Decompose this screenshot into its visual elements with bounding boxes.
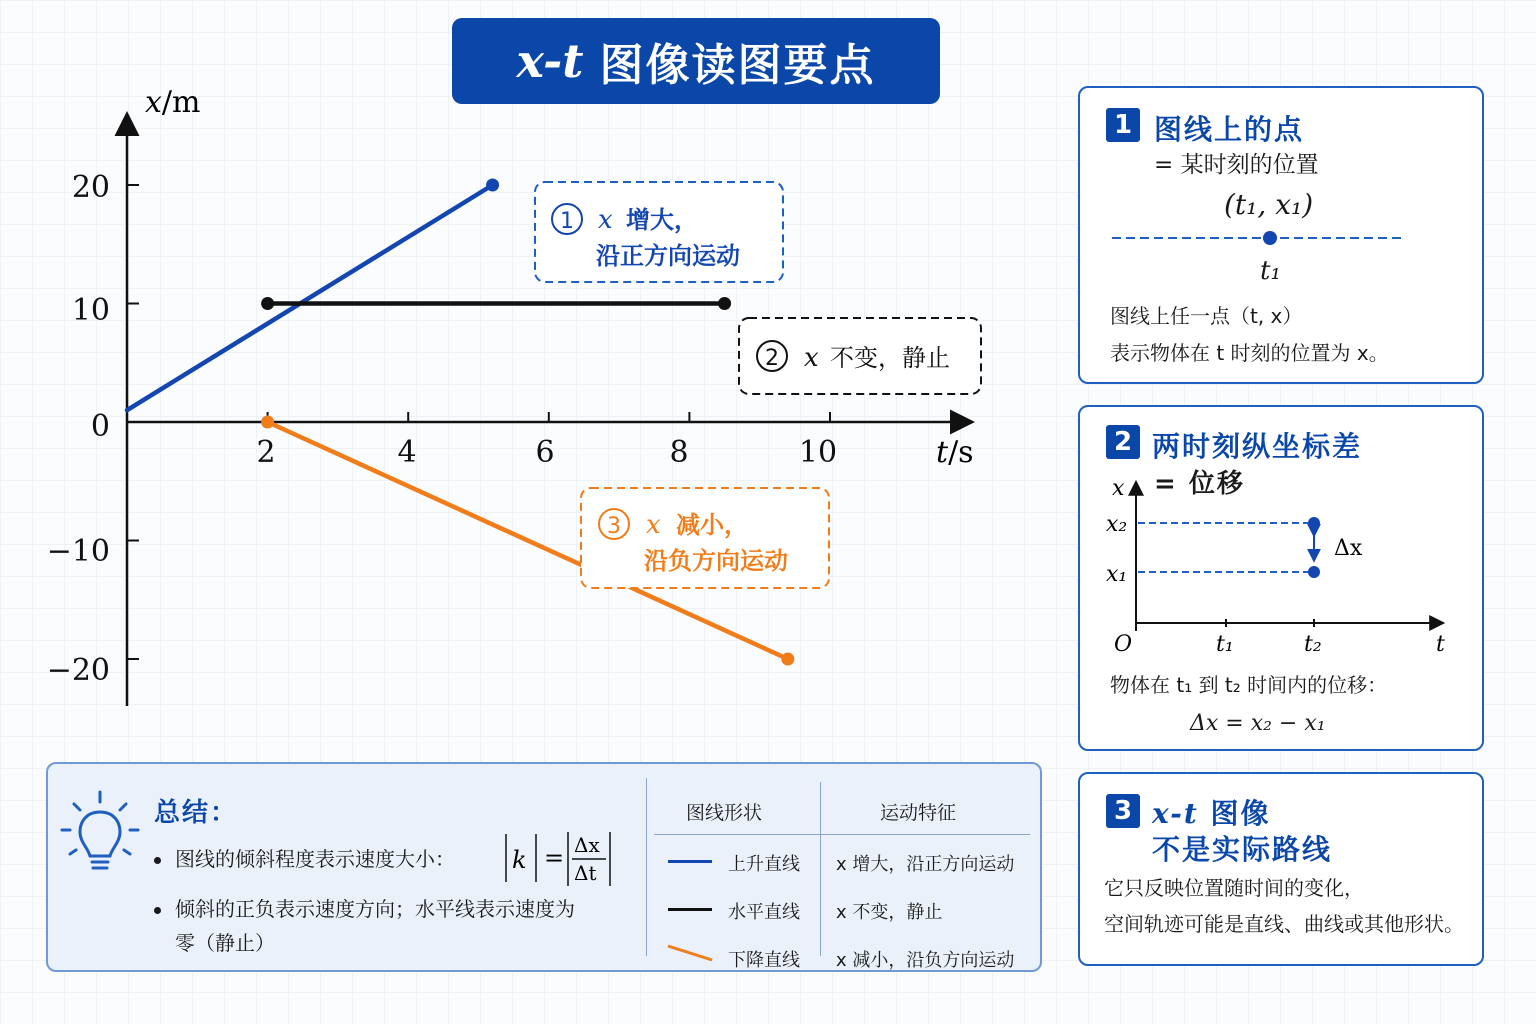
- mini-axis-x-label: x: [1112, 476, 1125, 501]
- card-number: 3: [1106, 794, 1140, 828]
- lightbulb-icon: [60, 790, 140, 880]
- x1-point: [1308, 566, 1320, 578]
- main-xt-chart: [0, 80, 1040, 760]
- callout-variable: x: [598, 205, 613, 235]
- table-header: 图线形状: [686, 802, 763, 824]
- card-body-line: 表示物体在 t 时刻的位置为 x。: [1110, 341, 1389, 365]
- card-not-real-path: [1078, 772, 1484, 966]
- slope-formula: [500, 828, 620, 890]
- callout-constant: [739, 318, 981, 394]
- table-cell-shape: 下降直线: [728, 950, 800, 971]
- card-title: 两时刻纵坐标差: [1152, 430, 1363, 463]
- callout-increase: [535, 182, 783, 282]
- formula-denominator: Δt: [574, 861, 597, 885]
- x1-label: x₁: [1106, 562, 1128, 587]
- card-number: 2: [1106, 425, 1140, 459]
- callout-number: 3: [607, 514, 621, 539]
- table-cell-feature: x 不变，静止: [836, 902, 943, 923]
- y-tick-label: 20: [71, 170, 110, 205]
- formula-numerator: Δx: [574, 833, 600, 857]
- card-points-on-line: [1078, 86, 1484, 384]
- svg-text:=: =: [544, 844, 565, 872]
- series-start-point: [261, 297, 274, 310]
- page-title: 图像读图要点: [599, 40, 876, 91]
- formula-k: k: [512, 846, 527, 874]
- bullet-text-continued: 零（静止）: [175, 931, 275, 955]
- y-tick-label: 0: [90, 409, 110, 444]
- summary-panel: [46, 762, 1042, 972]
- card-title: [1152, 792, 1271, 832]
- callout-number: 1: [560, 209, 574, 234]
- x-tick-label: 4: [397, 435, 417, 470]
- callout-text: 减小，: [676, 511, 748, 539]
- displacement-diagram: [1100, 471, 1470, 661]
- table-cell-shape: 上升直线: [728, 854, 800, 875]
- card-title-variable: x-t: [1152, 797, 1199, 830]
- callout-text: 增大，: [626, 206, 698, 234]
- callout-variable: x: [804, 343, 819, 373]
- t1-label: t₁: [1216, 632, 1234, 657]
- card-body-line: 图线上任一点（t, x）: [1110, 304, 1303, 328]
- series-start-point: [261, 416, 274, 429]
- card-body-line: 它只反映位置随时间的变化，: [1104, 876, 1364, 900]
- point-line-illustration: [1110, 228, 1410, 248]
- x-tick-label: 6: [535, 435, 555, 470]
- bullet-text: 倾斜的正负表示速度方向；水平线表示速度为: [175, 897, 575, 921]
- summary-bullet: [154, 842, 455, 876]
- summary-table: [646, 778, 1036, 971]
- card-subtitle: = 位移: [1154, 469, 1245, 499]
- table-cell-shape: 水平直线: [728, 902, 800, 923]
- table-cell-feature: x 增大，沿正方向运动: [836, 854, 1015, 875]
- bullet-text: 图线的倾斜程度表示速度大小：: [175, 847, 455, 871]
- series-end-point: [718, 297, 731, 310]
- mini-axis-t-label: t: [1436, 632, 1445, 657]
- y-tick-label: −10: [46, 534, 110, 569]
- legend-line-blue: [668, 860, 712, 863]
- card-title-line2: 不是实际路线: [1152, 833, 1333, 866]
- card-title: 图线上的点: [1154, 113, 1305, 146]
- point-label: (t₁, x₁): [1224, 188, 1314, 221]
- card-number: 1: [1106, 108, 1140, 142]
- callout-number: 2: [765, 346, 779, 371]
- delta-x-label: Δx: [1334, 536, 1363, 561]
- origin-label: O: [1114, 632, 1133, 657]
- callout-variable: x: [646, 510, 661, 540]
- callout-text: 沿负方向运动: [644, 547, 788, 575]
- point-marker: [1263, 231, 1277, 245]
- series-end-point: [781, 653, 794, 666]
- y-axis-title: x/m: [145, 85, 201, 120]
- x2-point: [1308, 517, 1320, 529]
- x-tick-label: 2: [256, 435, 276, 470]
- callout-decrease: [581, 488, 829, 588]
- series-end-point: [486, 179, 499, 192]
- table-header: 运动特征: [880, 802, 957, 824]
- x-tick-label: 10: [798, 435, 838, 470]
- t1-label: t₁: [1260, 256, 1281, 286]
- legend-line-orange: [666, 944, 716, 964]
- t2-label: t₂: [1304, 632, 1322, 657]
- x2-label: x₂: [1106, 512, 1128, 537]
- summary-title: 总结：: [154, 798, 239, 828]
- title-variable: x-t: [516, 34, 584, 88]
- card-body-line: 物体在 t₁ 到 t₂ 时间内的位移：: [1110, 673, 1388, 697]
- card-title-text: 图像: [1210, 797, 1271, 830]
- card-body-line: 空间轨迹可能是直线、曲线或其他形状。: [1104, 912, 1464, 936]
- y-tick-label: 10: [71, 293, 110, 328]
- callout-text: 不变，静止: [830, 344, 950, 372]
- callout-text: 沿正方向运动: [596, 242, 740, 270]
- card-displacement: [1078, 405, 1484, 751]
- x-tick-label: 8: [669, 435, 689, 470]
- table-cell-feature: x 减小，沿负方向运动: [836, 950, 1015, 971]
- x-axis-title: t/s: [936, 435, 974, 470]
- y-tick-label: −20: [46, 653, 110, 688]
- legend-line-black: [668, 908, 712, 911]
- summary-bullet: [154, 892, 575, 926]
- series-line-increasing: [127, 185, 493, 410]
- card-subtitle: = 某时刻的位置: [1154, 152, 1319, 178]
- displacement-formula: Δx = x₂ − x₁: [1190, 711, 1326, 736]
